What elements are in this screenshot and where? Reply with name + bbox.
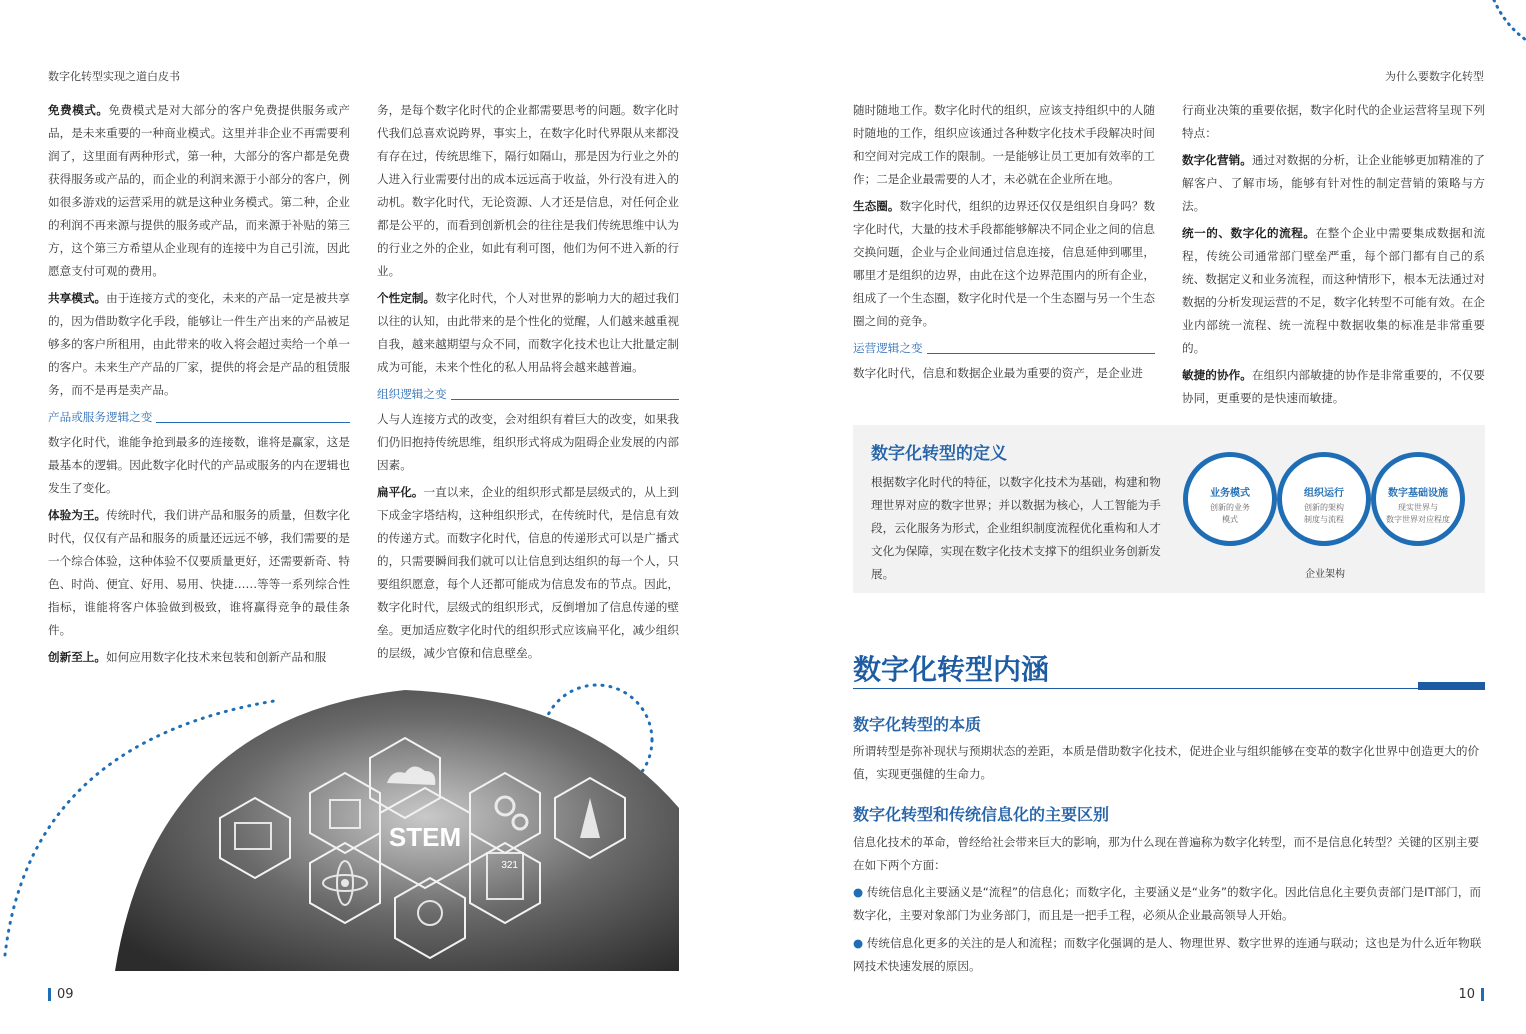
flat-text: 一直以来，企业的组织形式都是层级式的，从上到下成金字塔结构，这种组织形式，在传统时代，是信息有效的传递方式。而数字化时代，信息的传递形式可以是广播式的，只需要瞬间我们就可以让信息到达组织的每一个人，只要组织愿意，每个人还都可能成为信息发布的节点。因此，数字化时代，层级式的组织形式，反倒增加了信息传递的壁垒。更加适应数字化时代的组织形式应该扁平化，减少组织的层级，减少官僚和信息壁垒。	[377, 485, 679, 660]
definition-text: 根据数字化时代的特征，以数字化技术为基础，构建和物理世界对应的数字世界；并以数据为核心，人工智能为手段，云化服务为形式，企业组织制度流程优化重构和人才文化为保障，实现在数字化技术支撑下的组织业务创新发展。	[871, 475, 1161, 581]
term-flat: 扁平化。	[377, 485, 424, 499]
term-agile-collab: 敏捷的协作。	[1182, 368, 1252, 382]
page-number-right: 10	[1458, 987, 1484, 1002]
heading-essence: 数字化转型的本质	[853, 715, 982, 734]
term-unified-process: 统一的、数字化的流程。	[1182, 226, 1316, 240]
difference-bullet-1: ● 传统信息化主要涵义是“流程”的信息化；而数字化，主要涵义是“业务”的数字化。因此信息化主要负责部门是IT部门，而数字化，主要对象部门为业务部门，而且是一把手工程，必须从企业最高领导人开始。	[853, 885, 1482, 922]
calc-display-label: 321	[501, 860, 518, 871]
term-shared-model: 共享模式。	[48, 291, 107, 305]
stem-illustration	[115, 688, 679, 971]
difference-intro-text: 信息化技术的革命，曾经给社会带来巨大的影响，那为什么现在普遍称为数字化转型，而不是信息化转型？关键的区别主要在如下两个方面：	[853, 835, 1480, 872]
column-1	[48, 99, 350, 673]
heading-difference: 数字化转型和传统信息化的主要区别	[853, 805, 1110, 824]
page-marker-right	[1481, 988, 1484, 1001]
subheading-operation-logic: 运营逻辑之变	[853, 337, 1155, 360]
operation-logic-text: 数字化时代，信息和数据企业最为重要的资产，是企业进	[853, 366, 1143, 380]
innovation-text: 如何应用数字化技术来包装和创新产品和服	[105, 650, 327, 664]
org-logic-text: 人与人连接方式的改变，会对组织有着巨大的改变，如果我们仍旧抱持传统思维，组织形式将成为阻碍企业发展的内部因素。	[377, 412, 679, 472]
innovation-continued-text: 务，是每个数字化时代的企业都需要思考的问题。数字化时代我们总喜欢说跨界，事实上，在数字化时代界限从来都没有存在过，传统思维下，隔行如隔山，那是因为行业之外的人进入行业需要付出的成本远远高于收益，外行没有进入的动机。数字化时代，无论资源、人才还是信息，对任何企业都是公平的，而看到创新机会的往往是我们传统思维中认为的行业之外的企业，如此有利可图，他们为何不进入新的行业。	[377, 103, 679, 278]
definition-title: 数字化转型的定义	[871, 444, 1007, 464]
term-innovation: 创新至上。	[48, 650, 106, 664]
bullet-dot: ●	[853, 885, 864, 899]
product-logic-text: 数字化时代，谁能争抢到最多的连接数，谁将是赢家，这是最基本的逻辑。因此数字化时代的产品或服务的内在逻辑也发生了变化。	[48, 435, 350, 495]
header-left: 数字化转型实现之道白皮书	[48, 70, 180, 83]
term-ecosystem: 生态圈。	[853, 199, 900, 213]
experience-text: 传统时代，我们讲产品和服务的质量，但数字化时代，仅仅有产品和服务的质量还远远不够，我们需要的是一个综合体验，这种体验不仅要质量更好，还需要新奇、特色、时尚、便宜、好用、易用、快捷……等等一系列综合性指标，谁能将客户体验做到极致，谁将赢得竞争的最佳条件。	[48, 508, 350, 637]
term-experience: 体验为王。	[48, 508, 107, 522]
header-right: 为什么要数字化转型	[1385, 70, 1484, 83]
essence-text: 所谓转型是弥补现状与预期状态的差距，本质是借助数字化技术，促进企业与组织能够在变革的数字化世界中创造更大的价值，实现更强健的生命力。	[853, 744, 1480, 781]
enterprise-architecture-label: 企业架构	[1305, 569, 1345, 580]
customization-text: 数字化时代，个人对世界的影响力大的超过我们以往的认知，由此带来的是个性化的觉醒，人们越来越重视自我，越来越期望与众不同，而数字化技术也让大批量定制成为可能，未来个性化的私人用品将会越来越普遍。	[377, 291, 679, 374]
column-3	[853, 99, 1155, 389]
circle-digital-infra: 数字基础设施 现实世界与 数字世界对应程度	[1371, 452, 1465, 546]
subheading-product-logic: 产品或服务逻辑之变	[48, 406, 350, 429]
agile-collab-text: 在组织内部敏捷的协作是非常重要的，不仅要协同，更重要的是快速而敏捷。	[1182, 368, 1485, 405]
section-title-accent-bar	[1418, 682, 1485, 690]
page-marker-left	[48, 988, 51, 1001]
column-4	[1182, 99, 1485, 414]
page-number-left: 09	[48, 987, 74, 1002]
term-digital-marketing: 数字化营销。	[1182, 153, 1252, 167]
definition-box	[853, 425, 1485, 593]
shared-model-text: 由于连接方式的变化，未来的产品一定是被共享的，因为借助数字化手段，能够让一件生产出来的产品被足够多的客户所租用，由此带来的收入将会超过卖给一个单一的客户。未来生产产品的厂家，提供的将会是产品的租赁服务，而不是再是卖产品。	[48, 291, 350, 397]
digital-marketing-text: 通过对数据的分析，让企业能够更加精准的了解客户、了解市场，能够有针对性的制定营销的策略与方法。	[1182, 153, 1485, 213]
section-title-underline	[853, 688, 1485, 689]
stem-label: STEM	[388, 822, 462, 852]
difference-bullet-2: ● 传统信息化更多的关注的是人和流程；而数字化强调的是人、物理世界、数字世界的连通与联动；这也是为什么近年物联网技术快速发展的原因。	[853, 936, 1482, 973]
subheading-org-logic: 组织逻辑之变	[377, 383, 679, 406]
circle-org-operation: 组织运行 创新的架构 制度与流程	[1277, 452, 1371, 546]
bullet-dot: ●	[853, 936, 864, 950]
column-2	[377, 99, 679, 669]
term-customization: 个性定制。	[377, 291, 436, 305]
operation-continued-text: 行商业决策的重要依据，数字化时代的企业运营将呈现下列特点：	[1182, 103, 1485, 140]
anytime-work-text: 随时随地工作。数字化时代的组织，应该支持组织中的人随时随地的工作，组织应该通过各种数字化技术手段解决时间和空间对完成工作的限制。一是能够让员工更加有效率的工作；二是企业最需要的人才，未必就在企业所在地。	[853, 103, 1155, 186]
free-model-text: 免费模式是对大部分的客户免费提供服务或产品，是未来重要的一种商业模式。这里并非企业不再需要利润了，这里面有两种形式，第一种，大部分的客户都是免费获得服务或产品的，而企业的利润来源于小部分的客户，例如很多游戏的运营采用的就是这种业务模式。第二种，企业的利润不再来源与提供的服务或产品，而来源于补贴的第三方，这个第三方希望从企业现有的连接中为自己引流，因此愿意支付可观的费用。	[48, 103, 350, 278]
section-title: 数字化转型内涵	[853, 653, 1050, 686]
ecosystem-text: 数字化时代，组织的边界还仅仅是组织自身吗？数字化时代，大量的技术手段都能够解决不同企业之间的信息交换问题，企业与企业间通过信息连接，信息延伸到哪里，哪里才是组织的边界，由此在这个边界范围内的所有企业，组成了一个生态圈，数字化时代是一个生态圈与另一个生态圈之间的竞争。	[853, 199, 1155, 328]
term-free-model: 免费模式。	[48, 103, 109, 117]
unified-process-text: 在整个企业中需要集成数据和流程，传统公司通常部门壁垒严重，每个部门都有自己的系统、数据定义和业务流程，而这种情形下，根本无法通过对数据的分析发现运营的不足，数字化转型不可能有效。在企业内部统一流程、统一流程中数据收集的标准是非常重要的。	[1182, 226, 1485, 355]
circle-business-model: 业务模式 创新的业务 模式	[1183, 452, 1277, 546]
